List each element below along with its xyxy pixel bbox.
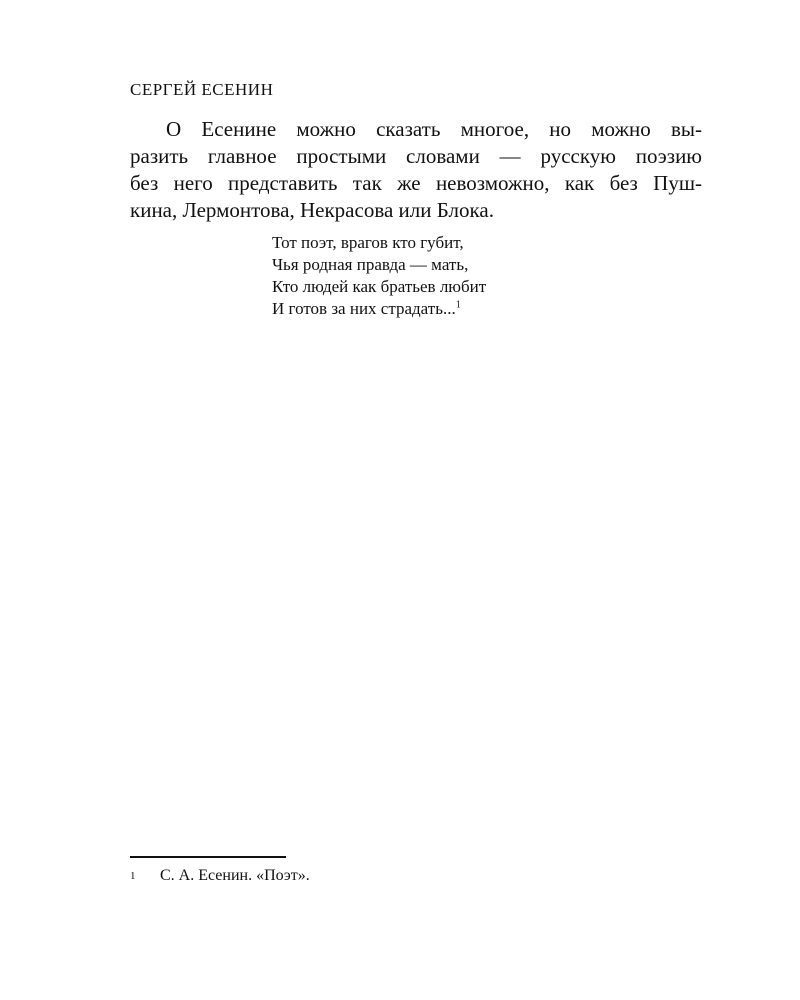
footnote-reference[interactable]: 1 xyxy=(455,299,461,311)
paragraph-line: без него представить так же невозможно, как без Пуш- xyxy=(130,171,702,195)
footnote-divider xyxy=(130,856,286,858)
paragraph-line: О Есенине можно сказать многое, но можно вы- xyxy=(166,117,702,141)
poem-verse-text: И готов за них страдать... xyxy=(272,299,456,318)
running-head: СЕРГЕЙ ЕСЕНИН xyxy=(130,80,274,99)
poem-quote xyxy=(272,232,486,320)
footnote-number: 1 xyxy=(130,870,136,882)
poem-verse: Тот поэт, врагов кто губит, xyxy=(272,233,464,252)
footnote xyxy=(130,866,310,886)
poem-verse: Чья родная правда — мать, xyxy=(272,255,469,274)
poem-verse-last xyxy=(272,298,486,320)
paragraph-line: кина, Лермонтова, Некрасова или Блока. xyxy=(130,198,494,222)
body-paragraph xyxy=(130,116,702,224)
paragraph-line: разить главное простыми словами — русскую поэзию xyxy=(130,144,702,168)
poem-verse: Кто людей как братьев любит xyxy=(272,277,487,296)
footnote-text: С. А. Есенин. «Поэт». xyxy=(160,867,310,884)
